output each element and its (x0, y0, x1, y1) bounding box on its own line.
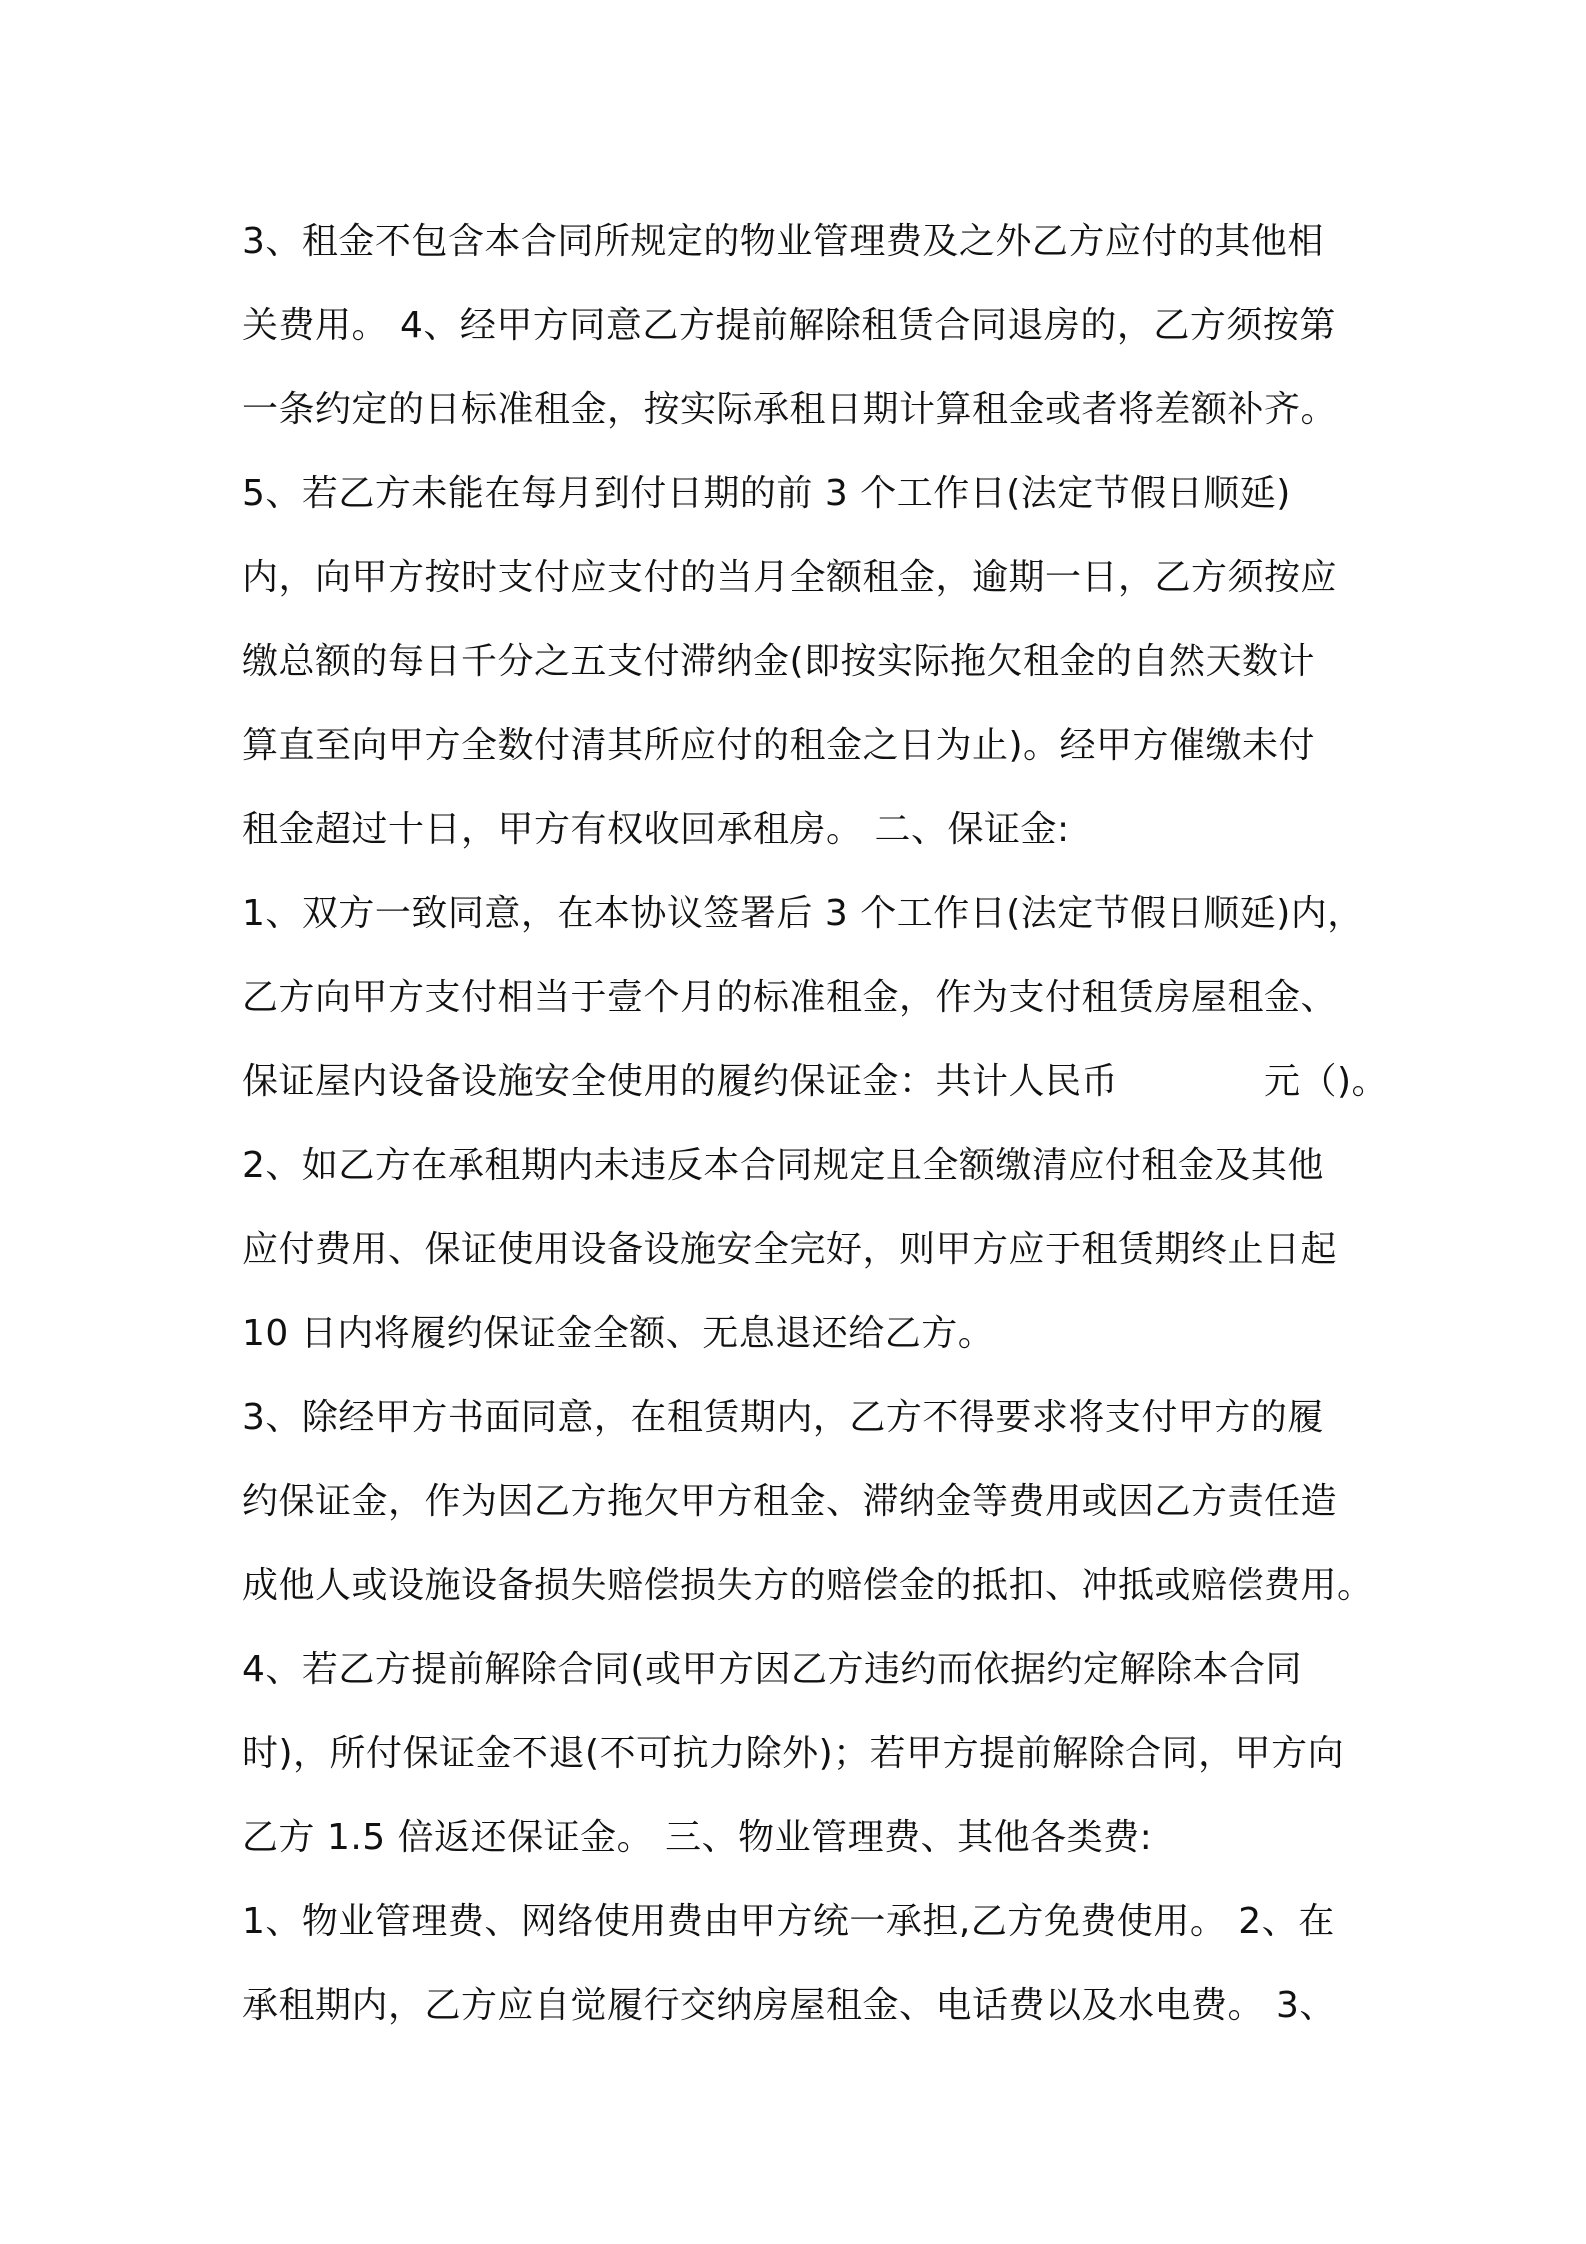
text-line: 10 日内将履约保证金全额、无息退还给乙方。 (242, 1313, 995, 1354)
text-line: 一条约定的日标准租金，按实际承租日期计算租金或者将差额补齐。 (242, 389, 1338, 430)
text-line: 2、如乙方在承租期内未违反本合同规定且全额缴清应付租金及其他 (242, 1145, 1324, 1186)
text-line: 算直至向甲方全数付清其所应付的租金之日为止)。经甲方催缴未付 (242, 725, 1316, 766)
text-line: 5、若乙方未能在每月到付日期的前 3 个工作日(法定节假日顺延) (242, 473, 1291, 514)
text-line: 1、物业管理费、网络使用费由甲方统一承担,乙方免费使用。 2、在 (242, 1901, 1335, 1942)
text-line: 保证屋内设备设施安全使用的履约保证金：共计人民币 元（)。 (242, 1061, 1389, 1102)
text-line: 时)，所付保证金不退(不可抗力除外)；若甲方提前解除合同，甲方向 (242, 1733, 1345, 1774)
text-line: 4、若乙方提前解除合同(或甲方因乙方违约而依据约定解除本合同 (242, 1649, 1302, 1690)
text-line: 约保证金，作为因乙方拖欠甲方租金、滞纳金等费用或因乙方责任造 (242, 1481, 1338, 1522)
text-line: 应付费用、保证使用设备设施安全完好，则甲方应于租赁期终止日起 (242, 1229, 1338, 1270)
text-line: 成他人或设施设备损失赔偿损失方的赔偿金的抵扣、冲抵或赔偿费用。 (242, 1565, 1374, 1606)
text-line: 承租期内，乙方应自觉履行交纳房屋租金、电话费以及水电费。 3、 (242, 1985, 1336, 2026)
text-line: 乙方 1.5 倍返还保证金。 三、物业管理费、其他各类费: (242, 1817, 1153, 1858)
text-line: 缴总额的每日千分之五支付滞纳金(即按实际拖欠租金的自然天数计 (242, 641, 1316, 682)
contract-text-body (242, 200, 1389, 2048)
text-line: 关费用。 4、经甲方同意乙方提前解除租赁合同退房的，乙方须按第 (242, 305, 1336, 346)
text-line: 1、双方一致同意，在本协议签署后 3 个工作日(法定节假日顺延)内， (242, 893, 1364, 934)
text-line: 租金超过十日，甲方有权收回承租房。 二、保证金: (242, 809, 1070, 850)
text-line: 3、除经甲方书面同意，在租赁期内，乙方不得要求将支付甲方的履 (242, 1397, 1324, 1438)
text-line: 内，向甲方按时支付应支付的当月全额租金，逾期一日，乙方须按应 (242, 557, 1338, 598)
text-line: 3、租金不包含本合同所规定的物业管理费及之外乙方应付的其他相 (242, 221, 1324, 262)
text-line: 乙方向甲方支付相当于壹个月的标准租金，作为支付租赁房屋租金、 (242, 977, 1338, 1018)
